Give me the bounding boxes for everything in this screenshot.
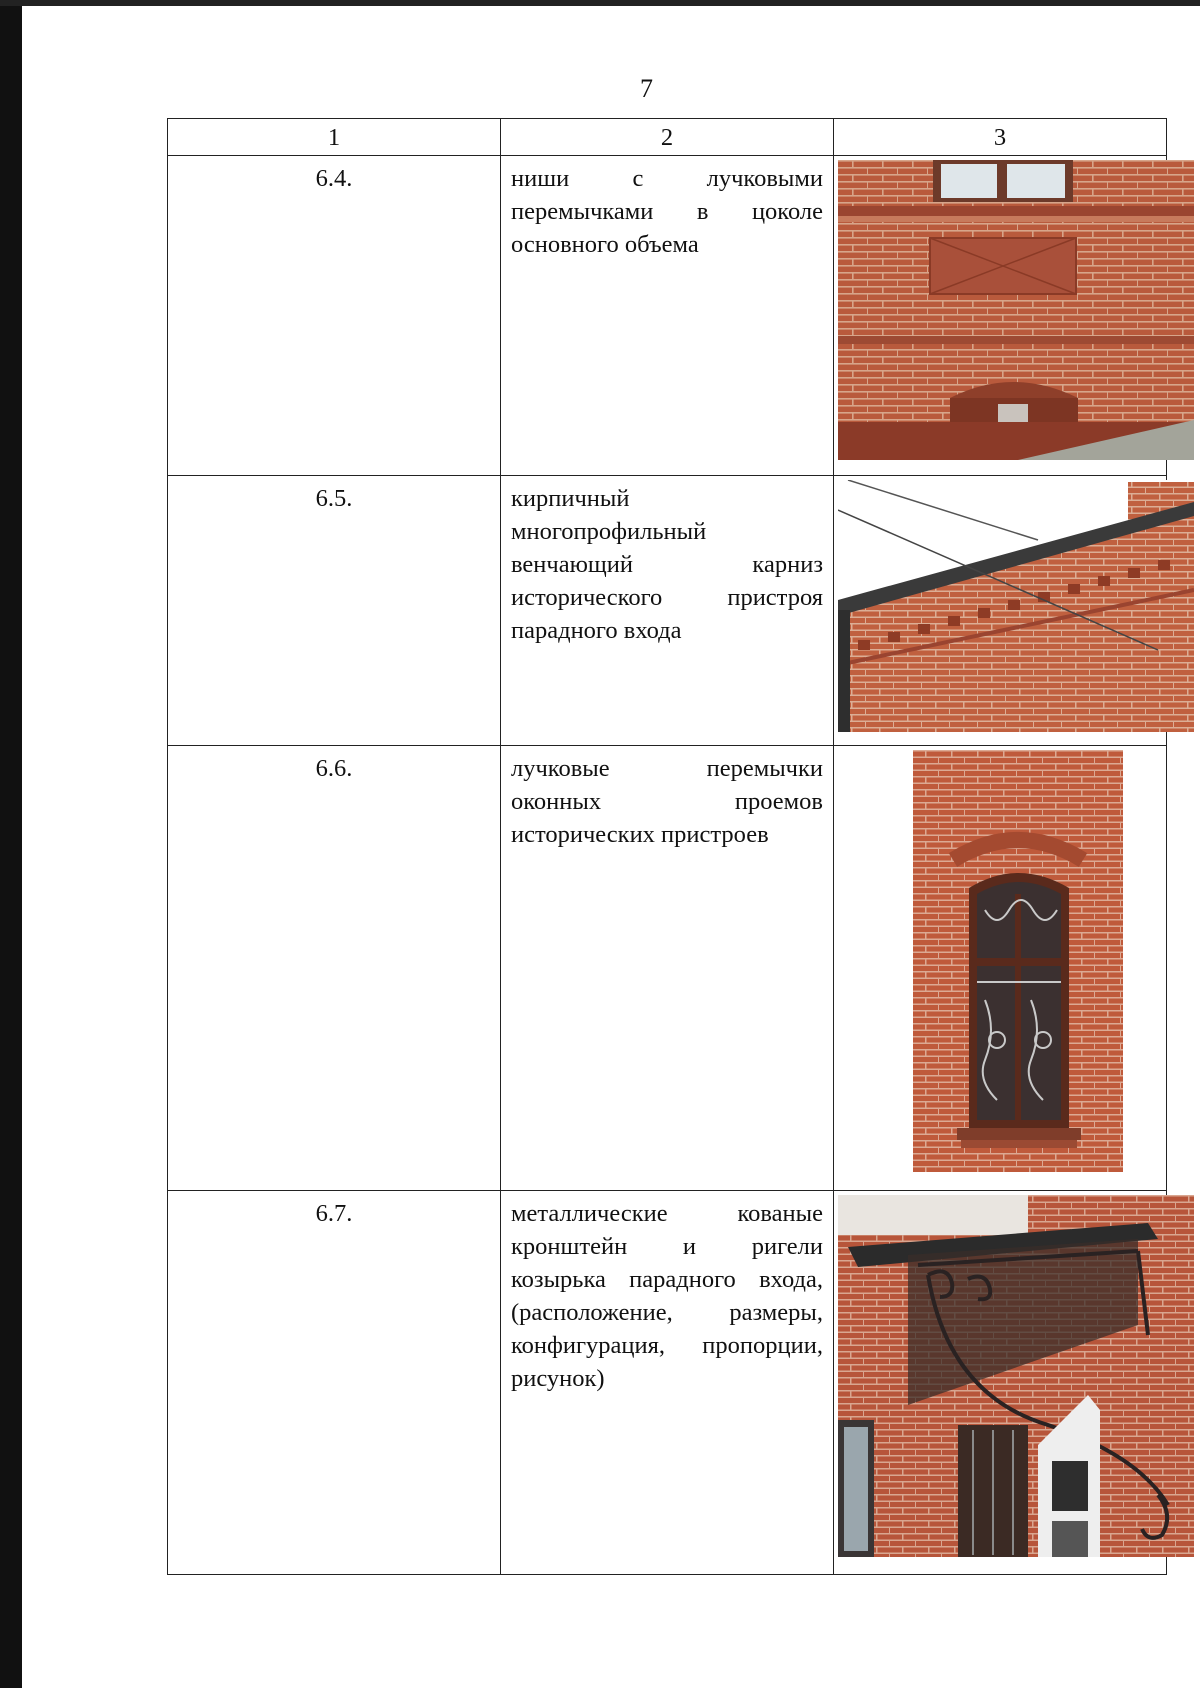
wrought-iron-canopy-photo: [838, 1195, 1194, 1557]
scan-top-edge: [0, 0, 1200, 6]
row-number: 6.5.: [168, 476, 501, 746]
table-row: [168, 1191, 1167, 1575]
page-number: 7: [640, 74, 653, 103]
row-description: ниши с лучковыми перемычками в цоколе основного объема: [501, 156, 834, 476]
row-number: 6.7.: [168, 1191, 501, 1575]
row-description: кирпичный многопрофильный венчающий карниз исторического пристроя парадного входа: [501, 476, 834, 746]
header-col-1: 1: [168, 119, 501, 156]
row-description: лучковые перемычки оконных проемов исторических пристроев: [501, 746, 834, 1191]
brick-plinth-niches-photo: [838, 160, 1194, 460]
row-description: металлические кованые кронштейн и ригели козырька парадного входа, (расположение, размеры, конфигурация, пропорции, рисунок): [501, 1191, 834, 1575]
row-number: 6.6.: [168, 746, 501, 1191]
brick-cornice-photo: [838, 480, 1194, 732]
table-row: [168, 156, 1167, 476]
table-header-row: [168, 119, 1167, 156]
header-col-2: 2: [501, 119, 834, 156]
table-row: [168, 476, 1167, 746]
row-number: 6.4.: [168, 156, 501, 476]
arched-window-photo: [913, 750, 1123, 1172]
heritage-elements-table: [167, 118, 1167, 1575]
header-col-3: 3: [834, 119, 1167, 156]
scan-left-edge: [0, 0, 22, 1688]
table-row: [168, 746, 1167, 1191]
